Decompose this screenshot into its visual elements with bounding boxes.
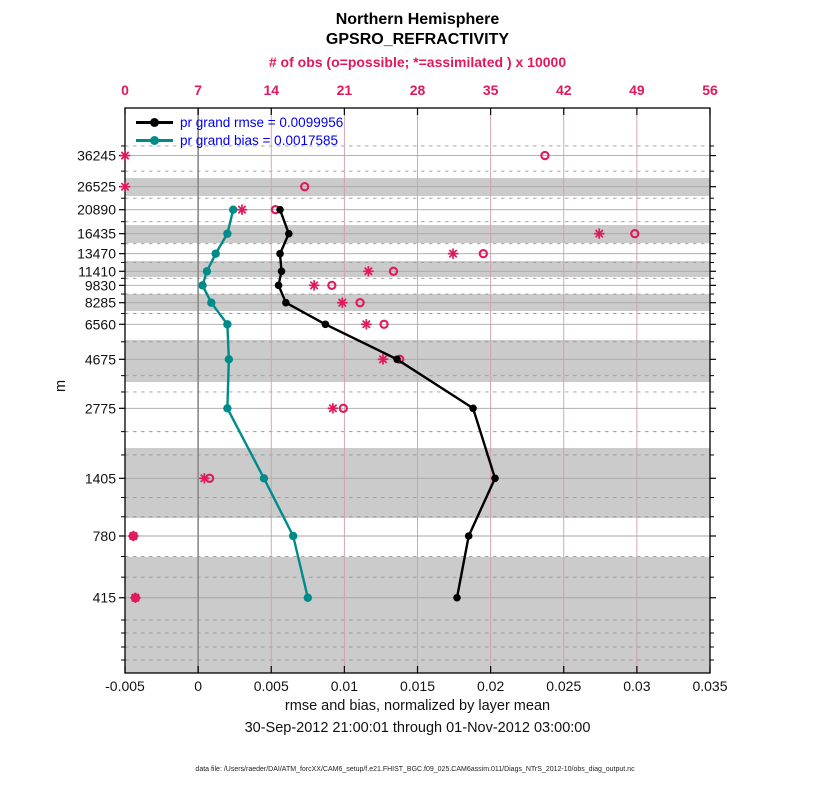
legend-label-bias: pr grand bias = 0.0017585 — [180, 132, 338, 148]
svg-text:0.025: 0.025 — [546, 678, 582, 694]
svg-text:13470: 13470 — [77, 245, 116, 262]
chart-legend — [136, 113, 343, 149]
svg-text:36245: 36245 — [77, 147, 116, 164]
bias-dot-icon — [150, 136, 159, 145]
data-file-footer: data file: /Users/raeder/DAI/ATM_forcXX/CAM6_setup/f.e21.FHIST_BGC.f09_025.CAM6assim.011/Diags_NTrS_2012-10/obs_diag_output.nc — [195, 766, 635, 773]
svg-text:0.02: 0.02 — [477, 678, 505, 694]
svg-text:49: 49 — [629, 82, 645, 98]
svg-text:1405: 1405 — [84, 470, 116, 487]
svg-text:7: 7 — [194, 82, 203, 98]
svg-text:0.015: 0.015 — [399, 678, 436, 694]
svg-text:6560: 6560 — [84, 316, 116, 333]
svg-text:9830: 9830 — [84, 277, 116, 294]
y-axis-label: m — [53, 379, 69, 393]
svg-text:780: 780 — [92, 527, 116, 544]
svg-text:21: 21 — [336, 82, 353, 98]
svg-text:16435: 16435 — [77, 225, 116, 242]
legend-row-bias — [136, 131, 343, 149]
svg-text:415: 415 — [92, 589, 116, 606]
svg-text:-0.005: -0.005 — [105, 678, 145, 694]
svg-text:8285: 8285 — [84, 294, 116, 311]
x-axis-label: rmse and bias, normalized by layer mean — [284, 698, 551, 714]
page-title-region: Northern Hemisphere — [335, 11, 500, 28]
top-axis-label: # of obs (o=possible; *=assimilated ) x 10000 — [268, 54, 567, 70]
svg-text:14: 14 — [263, 82, 280, 98]
svg-text:2775: 2775 — [84, 400, 116, 417]
rmse-dot-icon — [150, 118, 159, 127]
bias-line-swatch-icon — [136, 135, 173, 145]
date-range-label: 30-Sep-2012 21:00:01 through 01-Nov-2012 03:00:00 — [244, 720, 591, 736]
svg-text:56: 56 — [702, 82, 718, 98]
svg-text:0.005: 0.005 — [253, 678, 289, 694]
svg-text:20890: 20890 — [77, 201, 116, 218]
svg-text:4675: 4675 — [84, 351, 116, 368]
rmse-line-swatch-icon — [136, 117, 173, 127]
svg-text:0.035: 0.035 — [692, 678, 728, 694]
legend-row-rmse — [136, 113, 343, 131]
page-title-variable: GPSRO_REFRACTIVITY — [325, 31, 510, 48]
svg-text:35: 35 — [482, 82, 499, 98]
svg-text:0.03: 0.03 — [623, 678, 651, 694]
svg-text:11410: 11410 — [78, 263, 116, 280]
svg-text:0: 0 — [121, 82, 129, 98]
svg-text:0.01: 0.01 — [330, 678, 358, 694]
legend-label-rmse: pr grand rmse = 0.0099956 — [180, 114, 344, 130]
svg-text:28: 28 — [409, 82, 426, 98]
svg-text:0: 0 — [194, 678, 203, 694]
svg-text:42: 42 — [555, 82, 572, 98]
svg-text:26525: 26525 — [77, 178, 116, 195]
